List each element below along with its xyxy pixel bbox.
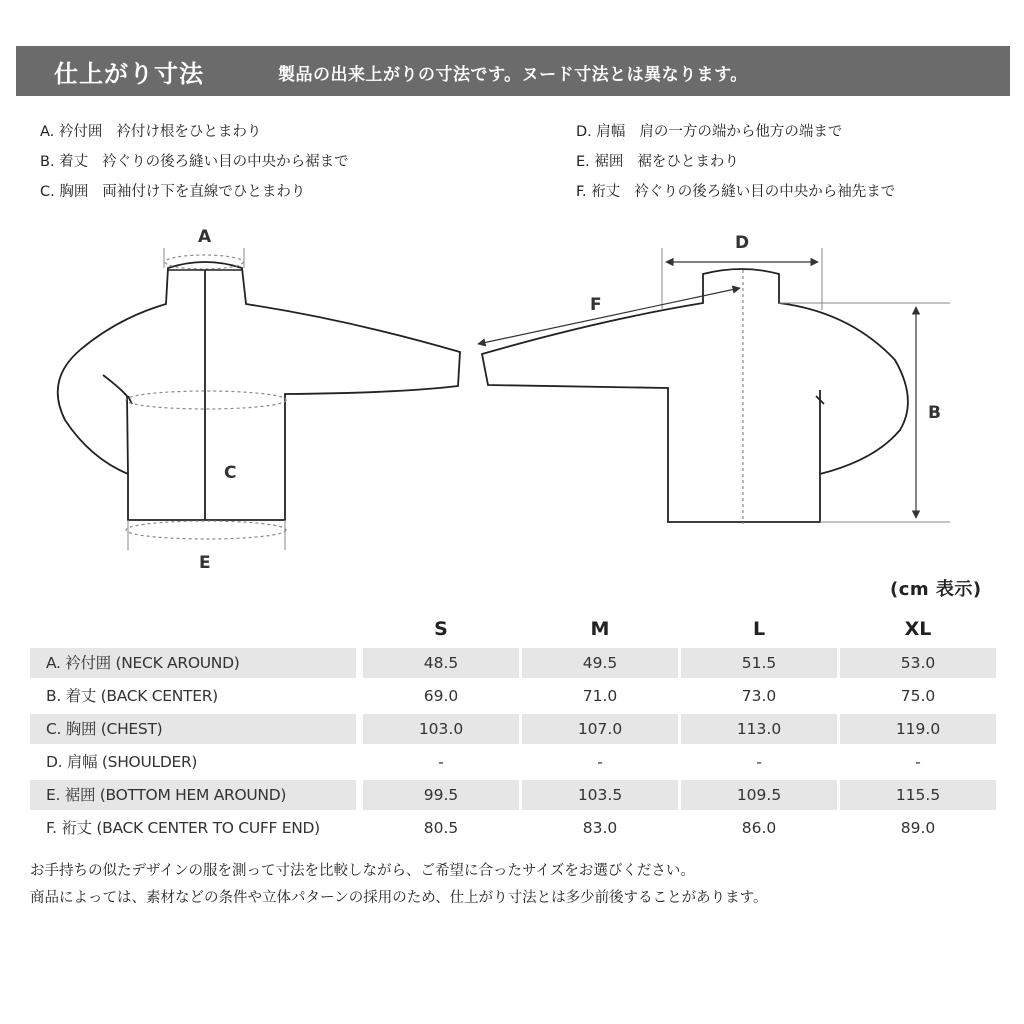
cell-value: 119.0	[840, 714, 996, 744]
size-header-m: M	[590, 618, 610, 640]
back-length-measure-b	[779, 303, 950, 522]
row-label: D. 肩幅 (SHOULDER)	[46, 753, 198, 771]
definition-desc: 両袖付け下を直線でひとまわり	[102, 184, 306, 200]
definition-e	[576, 147, 895, 177]
cell-value: -	[597, 753, 603, 771]
dimension-label-a: A	[198, 227, 212, 247]
unit-note: (cm 表示)	[890, 579, 982, 600]
cell-value: -	[915, 753, 921, 771]
dimension-label-f: F	[590, 295, 602, 315]
definition-key: A. 衿付囲	[40, 124, 103, 140]
definition-desc: 衿付け根をひとまわり	[116, 124, 262, 140]
cell-value: 80.5	[423, 819, 459, 837]
footnote-line-2: 商品によっては、素材などの条件や立体パターンの採用のため、仕上がり寸法とは多少前後することがあります。	[30, 890, 768, 906]
cell-value: 115.5	[840, 780, 996, 810]
cell-value: 89.0	[900, 819, 936, 837]
header-bar	[16, 46, 1010, 96]
row-label: A. 衿付囲 (NECK AROUND)	[30, 648, 356, 678]
row-label: C. 胸囲 (CHEST)	[30, 714, 356, 744]
cell-value: 53.0	[840, 648, 996, 678]
front-jacket-illustration	[58, 262, 460, 520]
cell-value: 51.5	[681, 648, 837, 678]
definition-c	[40, 177, 349, 207]
dimension-label-c: C	[224, 463, 237, 483]
definition-key: C. 胸囲	[40, 184, 89, 200]
cell-value: 103.5	[522, 780, 678, 810]
definition-desc: 裾をひとまわり	[637, 154, 739, 170]
dimension-label-b: B	[928, 403, 941, 423]
definition-key: D. 肩幅	[576, 124, 626, 140]
definition-key: B. 着丈	[40, 154, 89, 170]
cell-value: 69.0	[423, 687, 459, 705]
cell-value: 113.0	[681, 714, 837, 744]
definition-desc: 衿ぐりの後ろ縫い目の中央から裾まで	[102, 154, 349, 170]
definition-d	[576, 117, 895, 147]
dimension-label-e: E	[199, 553, 211, 573]
shoulder-measure-d	[662, 248, 822, 310]
footnote	[30, 858, 767, 912]
definition-desc: 肩の一方の端から他方の端まで	[639, 124, 843, 140]
cell-value: -	[756, 753, 762, 771]
cell-value: 71.0	[582, 687, 618, 705]
row-label: E. 裾囲 (BOTTOM HEM AROUND)	[30, 780, 356, 810]
definition-a	[40, 117, 349, 147]
cell-value: 86.0	[741, 819, 777, 837]
sleeve-measure-f	[478, 288, 740, 344]
hem-measure-e	[126, 520, 286, 550]
cell-value: 83.0	[582, 819, 618, 837]
definition-key: E. 裾囲	[576, 154, 624, 170]
size-header-xl: XL	[904, 618, 932, 640]
cell-value: 48.5	[363, 648, 519, 678]
footnote-line-1: お手持ちの似たデザインの服を測って寸法を比較しながら、ご希望に合ったサイズをお選びください。	[30, 863, 695, 879]
cell-value: 109.5	[681, 780, 837, 810]
cell-value: 49.5	[522, 648, 678, 678]
chest-measure-c	[126, 391, 286, 409]
page-title: 仕上がり寸法	[54, 60, 204, 88]
definitions-right	[576, 117, 895, 207]
neck-measure-a	[164, 248, 244, 270]
cell-value: -	[438, 753, 444, 771]
definition-b	[40, 147, 349, 177]
cell-value: 99.5	[363, 780, 519, 810]
back-jacket-illustration	[482, 269, 908, 522]
row-label: B. 着丈 (BACK CENTER)	[46, 687, 218, 705]
size-header-s: S	[434, 618, 448, 640]
cell-value: 75.0	[900, 687, 936, 705]
garment-diagram	[0, 210, 1024, 580]
page-subtitle: 製品の出来上がりの寸法です。ヌード寸法とは異なります。	[278, 65, 748, 85]
definition-key: F. 裄丈	[576, 184, 621, 200]
definitions-left	[40, 117, 349, 207]
size-header-l: L	[752, 618, 766, 640]
dimension-label-d: D	[735, 233, 750, 253]
cell-value: 103.0	[363, 714, 519, 744]
cell-value: 73.0	[741, 687, 777, 705]
definition-f	[576, 177, 895, 207]
cell-value: 107.0	[522, 714, 678, 744]
row-label: F. 裄丈 (BACK CENTER TO CUFF END)	[46, 819, 320, 837]
definition-desc: 衿ぐりの後ろ縫い目の中央から袖先まで	[634, 184, 896, 200]
